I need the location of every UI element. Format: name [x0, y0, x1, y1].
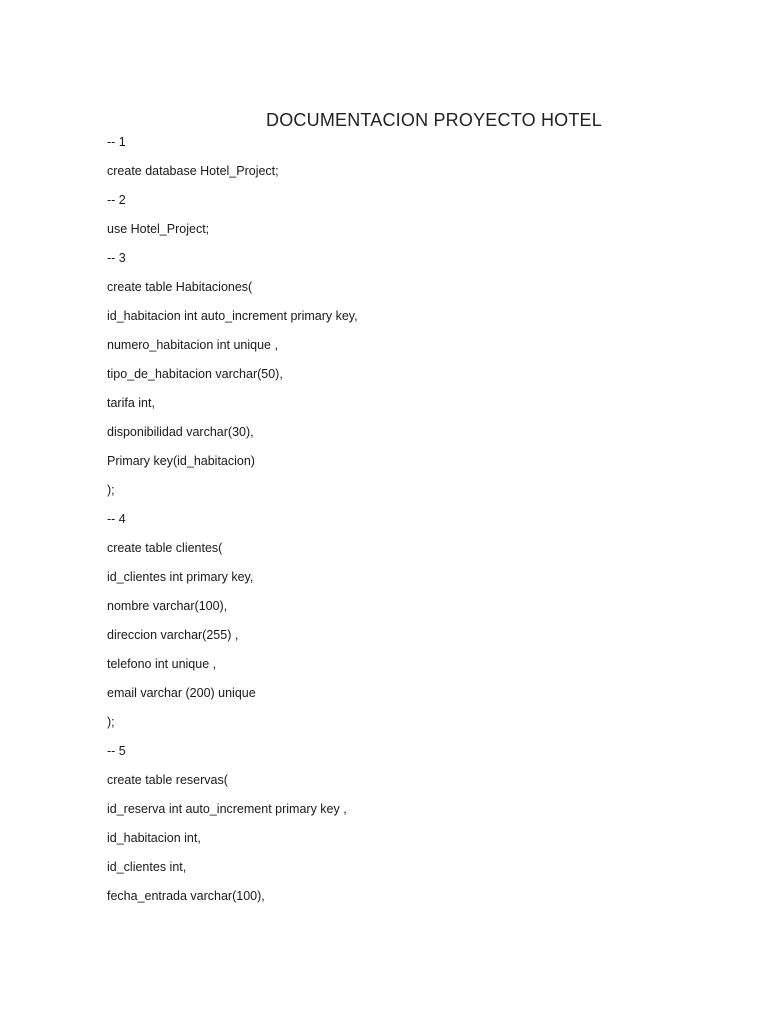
code-line: id_clientes int primary key,: [107, 570, 254, 584]
code-line: create table Habitaciones(: [107, 280, 253, 294]
code-line: id_clientes int,: [107, 860, 187, 874]
code-line: id_reserva int auto_increment primary key ,: [107, 802, 347, 816]
code-line: nombre varchar(100),: [107, 599, 228, 613]
code-line: );: [107, 715, 115, 729]
code-line: );: [107, 483, 115, 497]
code-line: tarifa int,: [107, 396, 155, 410]
code-line: create table clientes(: [107, 541, 223, 555]
code-line: numero_habitacion int unique ,: [107, 338, 278, 352]
code-line: id_habitacion int,: [107, 831, 201, 845]
code-line: telefono int unique ,: [107, 657, 217, 671]
document-title: DOCUMENTACION PROYECTO HOTEL: [266, 110, 602, 130]
code-line: fecha_entrada varchar(100),: [107, 889, 265, 903]
code-line: -- 4: [107, 512, 126, 526]
code-line: create table reservas(: [107, 773, 228, 787]
sql-code-lines: [107, 133, 358, 916]
code-line: tipo_de_habitacion varchar(50),: [107, 367, 283, 381]
code-line: -- 5: [107, 744, 126, 758]
code-line: Primary key(id_habitacion): [107, 454, 255, 468]
code-line: create database Hotel_Project;: [107, 164, 279, 178]
code-line: disponibilidad varchar(30),: [107, 425, 254, 439]
code-line: id_habitacion int auto_increment primary key,: [107, 309, 358, 323]
code-line: use Hotel_Project;: [107, 222, 210, 236]
code-line: -- 1: [107, 135, 126, 149]
code-line: direccion varchar(255) ,: [107, 628, 239, 642]
code-line: email varchar (200) unique: [107, 686, 256, 700]
code-line: -- 2: [107, 193, 126, 207]
code-line: -- 3: [107, 251, 126, 265]
